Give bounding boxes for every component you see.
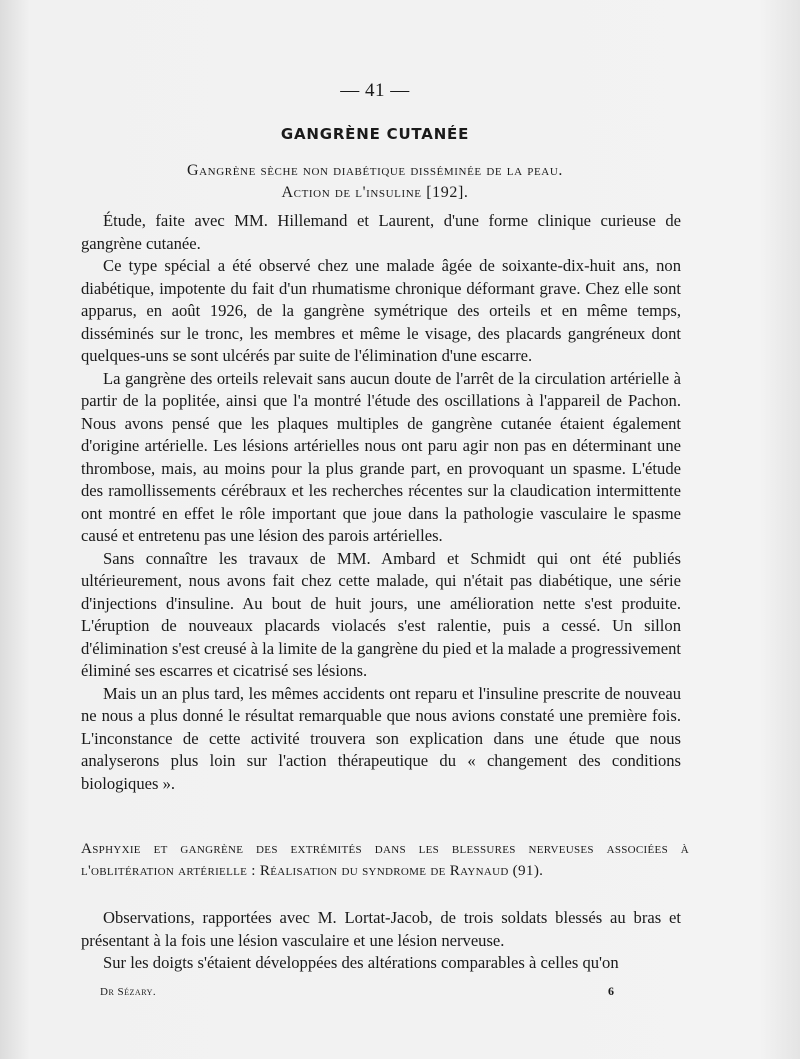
paragraph: Observations, rapportées avec M. Lortat-Jacob, de trois soldats blessés au bras et présentant à la fois une lésion vasculaire et une lésion nerveuse. [81,908,681,950]
paragraph: La gangrène des orteils relevait sans aucun doute de l'arrêt de la circulation artérielle à partir de la poplitée, ainsi que l'a montré l'étude des oscillations à l'appareil de Pachon. Nous avons pensé que les plaques multiples de gangrène cutanée étaient également d'origine artérielle. Les lésions artérielles nous ont paru agir non pas en déterminant une thrombose, mais, au moins pour la plus grande part, en provoquant un spasme. L'étude des ramollissements cérébraux et les recherches récentes sur la claudication intermittente ont montré en effet le rôle important que joue dans la pathologie vasculaire le spasme causé et entretenu pas une lésion des parois artérielles. [81,368,681,545]
second-section-heading: Asphyxie et gangrène des extrémités dans les blessures nerveuses associées à l'oblitération artérielle : Réalisation du syndrome de Raynaud (91). [81,840,689,879]
footer-signature: 6 [608,984,614,998]
paragraph: Étude, faite avec MM. Hillemand et Laurent, d'une forme clinique curieuse de gangrène cutanée. [81,211,681,253]
subtitle-line-2 [0,184,750,202]
subtitle-line-2-text: Action de l'insuline [281,184,422,201]
second-section-body [81,907,681,975]
subtitle-line-1: Gangrène sèche non diabétique disséminée de la peau. [186,162,563,179]
subtitle-reference: [192]. [426,184,469,201]
paragraph: Sans connaître les travaux de MM. Ambard et Schmidt qui ont été publiés ultérieurement, nous avons fait chez cette malade, qui n'était pas diabétique, une série d'injections d'insuline. Au bout de huit jours, une amélioration nette s'est produite. L'éruption de nouveaux placards violacés s'est ralentie, puis a cessé. Un sillon d'élimination s'est creusé à la limite de la gangrène du pied et la malade a progressivement éliminé ses escarres et cicatrisé ses lésions. [81,548,681,680]
paragraph: Mais un an plus tard, les mêmes accidents ont reparu et l'insuline prescrite de nouveau ne nous a plus donné le résultat remarquable que nous avions constaté une première fois. L'inconstance de cette activité trouvera son explication dans une étude que nous analyserons plus loin sur l'action thérapeutique du « changement des conditions biologiques ». [81,683,681,793]
section-heading: GANGRÈNE CUTANÉE [280,125,470,143]
paragraph: Ce type spécial a été observé chez une malade âgée de soixante-dix-huit ans, non diabétique, impotente du fait d'un rhumatisme chronique déformant grave. Chez elle sont apparus, en août 1926, de la gangrène symétrique des orteils et en même temps, disséminés sur le tronc, les membres et même le visage, des placards gangréneux dont quelques-uns se sont ulcérés par suite de l'élimination d'une escarre. [81,256,681,365]
article-body [81,210,681,795]
footer-author: Dr Sézary. [100,986,157,998]
page-number: — 41 — [340,80,410,101]
paragraph: Sur les doigts s'étaient développées des altérations comparables à celles qu'on [103,953,619,972]
